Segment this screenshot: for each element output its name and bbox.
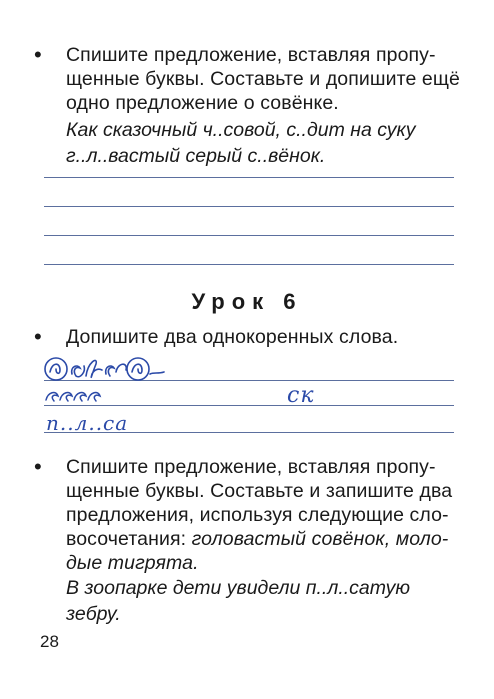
instruction-line: щенные буквы. Составьте и запишите два: [66, 480, 453, 502]
instruction-line: Спишите предложение, вставляя пропу-: [66, 44, 436, 66]
handwritten-word: п..л..са: [46, 411, 129, 435]
instruction-text: восочетания:: [66, 528, 192, 550]
instruction-line: щенные буквы. Составьте и допишите ещё: [66, 68, 460, 90]
writing-line[interactable]: [44, 177, 454, 178]
instruction-line: предложения, используя следующие сло-: [66, 504, 449, 526]
task-1: [34, 43, 464, 115]
task-2: [34, 325, 464, 349]
bullet: •: [34, 324, 42, 349]
lesson-title: Урок 6: [191, 289, 303, 314]
example-line: зебру.: [66, 603, 121, 625]
example-line: Как сказочный ч..совой, с..дит на суку: [66, 119, 416, 141]
instruction-line: [66, 551, 464, 575]
instruction-line: [66, 527, 464, 551]
handwritten-cursive-letters-icon: [44, 386, 104, 404]
page-number: 28: [40, 632, 59, 651]
example-line: В зоопарке дети увидели п..л..сатую: [66, 577, 410, 599]
handwritten-suffix: ск: [287, 383, 315, 408]
task-3-instruction: [66, 455, 464, 575]
writing-line[interactable]: [44, 264, 454, 265]
example-line: г..л..вастый серый с..вёнок.: [66, 145, 326, 167]
task-3-example: [34, 575, 464, 627]
task-1-instruction: [66, 43, 464, 115]
word-combinations: головастый совёнок, моло-: [191, 528, 449, 550]
bullet: •: [34, 454, 42, 479]
task-3: [34, 455, 464, 575]
task-1-example: [34, 117, 464, 169]
handwritten-cursive-letters-icon: [42, 352, 182, 384]
writing-line[interactable]: [44, 405, 454, 406]
bullet: •: [34, 42, 42, 67]
instruction-line: одно предложение о совёнке.: [66, 92, 339, 114]
task-2-instruction: Допишите два однокоренных слова.: [66, 326, 399, 348]
writing-line[interactable]: [44, 235, 454, 236]
writing-line[interactable]: [44, 206, 454, 207]
instruction-line: Спишите предложение, вставляя пропу-: [66, 456, 436, 478]
word-combinations: дые тигрята.: [66, 552, 199, 574]
